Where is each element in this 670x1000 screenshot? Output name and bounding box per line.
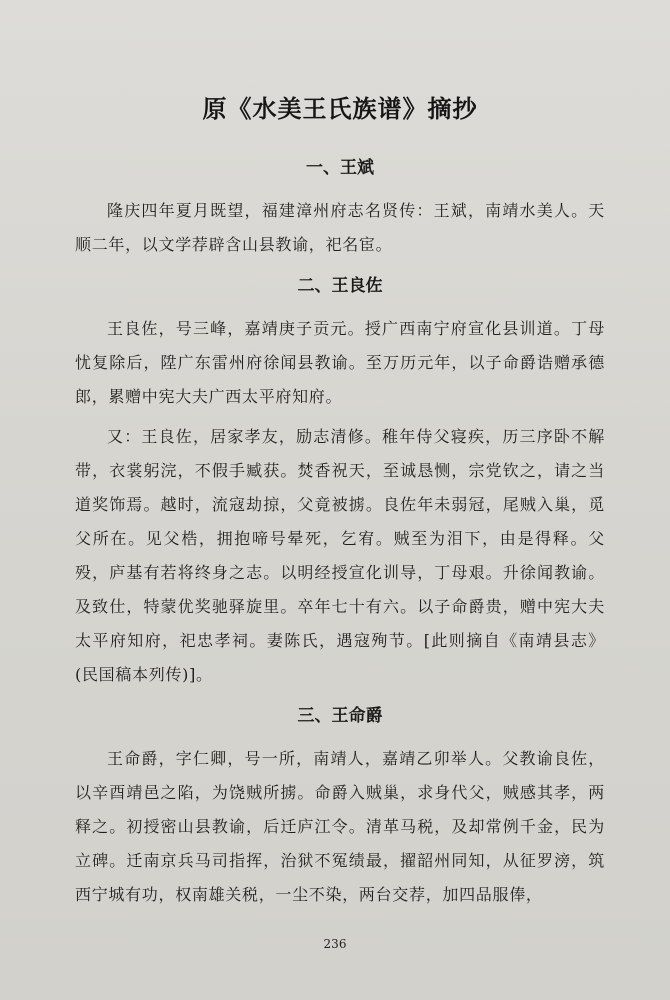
paragraph: 隆庆四年夏月既望，福建漳州府志名贤传：王斌，南靖水美人。天顺二年，以文学荐辟含山县教谕，祀名宦。 [75, 201, 605, 254]
section-wang-liangzuo [75, 274, 605, 692]
section-heading: 三、王命爵 [297, 706, 383, 726]
page-title: 原《水美王氏族谱》摘抄 [202, 94, 478, 123]
section-heading: 一、王斌 [306, 158, 374, 178]
paragraph: 又：王良佐，居家孝友，励志清修。稚年侍父寝疾，历三序卧不解带，衣裳躬浣，不假手臧获。焚香祝天，至诚恳恻，宗党钦之，请之当道奖饰焉。越时，流寇劫掠，父竟被掳。良佐年未弱冠，尾贼入巢，觅父所在。见父梏，拥抱啼号晕死，乞宥。贼至为泪下，由是得释。父殁，庐基有若将终身之志。以明经授宣化训导，丁母艰。升徐闻教谕。及致仕，特蒙优奖驰驿旋里。卒年七十有六。以子命爵贵，赠中宪大夫太平府知府，祀忠孝祠。妻陈氏，遇寇殉节。[此则摘自《南靖县志》(民国稿本列传)]。 [75, 427, 605, 684]
page-content [75, 92, 605, 924]
section-heading: 二、王良佐 [297, 276, 383, 296]
paragraph: 王命爵，字仁卿，号一所，南靖人，嘉靖乙卯举人。父教谕良佐，以辛酉靖邑之陷，为饶贼所掳。命爵入贼巢，求身代父，贼感其孝，两释之。初授密山县教谕，后迁庐江令。清革马税，及却常例千金，民为立碑。迁南京兵马司指挥，治狱不冤绩最，擢韶州同知，从征罗滂，筑西宁城有功，权南雄关税，一尘不染，两台交荐，加四品服俸， [75, 749, 605, 904]
section-wang-bin [75, 156, 605, 262]
section-wang-mingjue [75, 704, 605, 912]
page-number: 236 [323, 937, 347, 951]
paragraph: 王良佐，号三峰，嘉靖庚子贡元。授广西南宁府宣化县训道。丁母忧复除后，陞广东雷州府徐闻县教谕。至万历元年，以子命爵诰赠承德郎，累赠中宪大夫广西太平府知府。 [75, 319, 605, 406]
